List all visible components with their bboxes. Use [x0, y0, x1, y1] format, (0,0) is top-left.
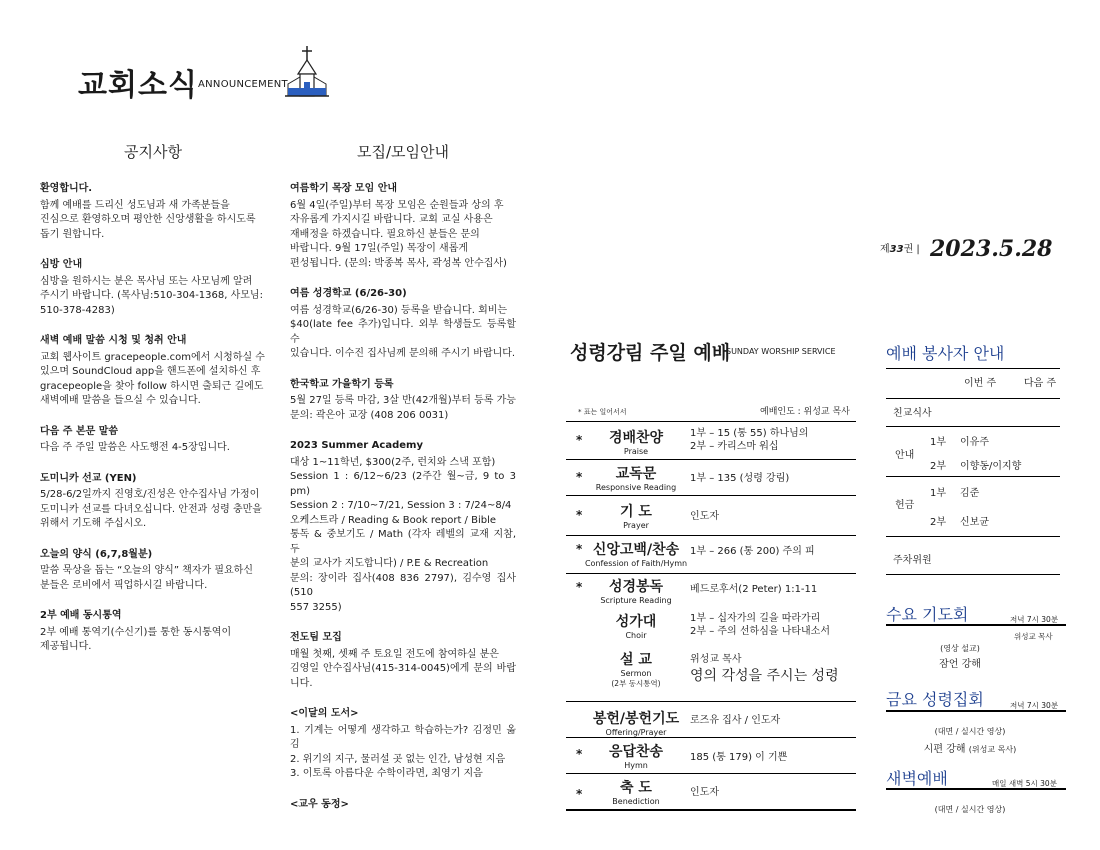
notice-title: 오늘의 양식 (6,7,8월분)	[40, 548, 153, 560]
notice-line: 새벽예배 말씀을 들으실 수 있습니다.	[40, 395, 201, 406]
order-detail: 로즈유 집사 / 인도자	[690, 715, 781, 726]
order-name-en: Benediction	[612, 797, 660, 806]
recruit-summer-academy	[290, 439, 516, 615]
recruit-line: 6월 4일(주일)부터 목장 모임은 순원들과 상의 후	[290, 199, 504, 211]
page-title: 교회소식	[78, 68, 198, 103]
usher-name: 이유주	[960, 437, 989, 448]
order-name: 교독문	[615, 466, 657, 482]
worship-row	[566, 573, 856, 610]
recruit-title: 2023 Summer Academy	[290, 440, 423, 451]
order-detail: 2부 – 카리스마 워십	[690, 441, 779, 452]
dawn-rule	[886, 788, 1066, 790]
recruit-title: 한국학교 가을학기 등록	[290, 378, 394, 390]
notice-title: 다음 주 본문 말씀	[40, 425, 119, 437]
recruit-line: 1. 기계는 어떻게 생각하고 학습하는가? 김정민 옮김	[290, 724, 516, 750]
order-name-en: Sermon	[620, 669, 652, 678]
dawn-mode: (대면 / 실시간 영상)	[934, 805, 1006, 814]
servants-rule	[886, 368, 1060, 369]
standing-note: * 표는 일어서서	[578, 408, 627, 416]
offering-name: 신보균	[960, 517, 989, 528]
notice-line: 말씀 묵상을 돕는 “오늘의 양식” 책자가 필요하신	[40, 565, 253, 576]
order-name-en: Prayer	[623, 521, 649, 530]
recruit-line: 자유롭게 가지시길 바랍니다. 교회 교실 사용은	[290, 214, 493, 225]
wednesday-mode: (영상 설교)	[940, 644, 980, 653]
notice-title: 도미니카 선교 (YEN)	[40, 472, 137, 484]
recruit-line: 매월 첫째, 셋째 주 토요일 전도에 참여하실 분은	[290, 648, 499, 660]
recruit-books	[290, 707, 516, 782]
order-detail: 185 (통 179) 이 기쁜	[690, 752, 788, 763]
worship-row	[566, 421, 856, 460]
recruit-line: 문의: 곽은아 교장 (408 206 0031)	[290, 409, 449, 421]
wednesday-text: 잠언 강해	[939, 659, 981, 670]
recruit-line: 바랍니다. 9월 17일(주일) 목장이 새롭게	[290, 243, 469, 254]
worship-row	[566, 609, 856, 647]
wednesday-time: 저녁 7시 30분	[1010, 615, 1059, 624]
order-name-en: Hymn	[624, 761, 648, 770]
recruit-vbs	[290, 287, 516, 362]
next-week-header: 다음 주	[1024, 378, 1057, 389]
standing-marker: *	[576, 747, 583, 761]
order-name-en: Offering/Prayer	[605, 728, 667, 737]
church-icon	[284, 44, 330, 98]
notice-line: 심방을 원하시는 분은 목사님 또는 사모님께 알려	[40, 275, 253, 287]
offering-label: 헌금	[895, 500, 915, 511]
order-detail: 1부 – 266 (통 200) 주의 피	[690, 546, 815, 557]
friday-text-line	[900, 740, 1040, 755]
notices-column	[40, 182, 266, 671]
recruit-line: 통독 & 중보기도 / Math (각자 레벨의 교재 지참, 두	[290, 529, 516, 555]
issue-volume: 33	[889, 244, 904, 255]
standing-marker: *	[576, 433, 583, 447]
order-detail: 베드로후서(2 Peter) 1:1-11	[690, 584, 818, 595]
recruit-line: 있습니다. 이수진 집사님께 문의해 주시기 바랍니다.	[290, 348, 516, 359]
worship-row	[566, 737, 856, 774]
notice-dawn-sermon	[40, 334, 266, 409]
sermon-title: 영의 각성을 주시는 성령	[690, 668, 839, 684]
notice-title: 심방 안내	[40, 259, 83, 270]
order-name: 성가대	[615, 614, 657, 630]
notice-visitation	[40, 258, 266, 318]
worship-leader: 예배인도 : 위성교 목사	[760, 407, 850, 417]
notice-line: 도미니카 선교를 다녀오십니다. 안전과 성령 충만을	[40, 503, 262, 515]
recruit-korean-school	[290, 378, 516, 424]
order-detail: 인도자	[690, 787, 719, 798]
order-detail: 1부 – 십자가의 길을 따라가리	[690, 613, 821, 624]
order-name: 응답찬송	[608, 744, 664, 760]
issue-prefix: 제	[880, 244, 890, 255]
worship-row	[566, 701, 856, 738]
recruit-line: 편성됩니다. (문의: 박종복 목사, 곽성복 안수집사)	[290, 257, 507, 269]
worship-bottom-rule	[566, 809, 856, 812]
parking-label: 주차위원	[893, 555, 932, 566]
friday-leader: (위성교 목사)	[968, 745, 1017, 754]
order-name: 봉헌/봉헌기도	[592, 711, 680, 727]
friday-title: 금요 성령집회	[886, 690, 984, 709]
col1-heading: 공지사항	[124, 143, 182, 161]
recruit-title: 여름 성경학교 (6/26-30)	[290, 288, 407, 299]
servants-rule	[886, 574, 1060, 575]
worship-row	[566, 773, 856, 810]
servants-rule	[886, 536, 1060, 537]
usher-label: 안내	[895, 450, 915, 461]
order-name: 설 교	[620, 652, 652, 668]
dawn-time: 매일 새벽 5시 30분	[992, 779, 1057, 788]
order-name-en: Confession of Faith/Hymn	[584, 559, 688, 568]
order-name: 성경봉독	[608, 579, 664, 595]
recruit-line: 2. 위기의 지구, 물러설 곳 없는 인간, 남성현 지음	[290, 753, 506, 765]
recruit-line: 분의 교사가 지도합니다) / P.E & Recreation	[290, 558, 489, 569]
issue-number	[880, 240, 920, 255]
order-name-en: Scripture Reading	[600, 596, 672, 605]
notice-line: 진심으로 환영하오며 평안한 신앙생활을 하시도록	[40, 214, 256, 225]
usher-name: 이향동/이지향	[960, 461, 1022, 472]
notice-welcome	[40, 182, 266, 242]
order-name-en: Praise	[623, 447, 649, 456]
wednesday-leader: 위성교 목사	[1014, 632, 1053, 641]
friday-time: 저녁 7시 30분	[1010, 701, 1059, 710]
recruit-line: 5월 27일 등록 마감, 3살 반(42개월)부터 등록 가능	[290, 395, 516, 406]
order-detail: 2부 – 주의 선하심을 나타내소서	[690, 626, 830, 637]
notice-line: 교회 웹사이트 gracepeople.com에서 시청하실 수	[40, 351, 265, 363]
standing-marker: *	[576, 508, 583, 522]
worship-row	[566, 495, 856, 536]
recruit-line: 557 3255)	[290, 601, 342, 613]
dawn-title: 새벽예배	[886, 769, 948, 788]
recruit-evangelism	[290, 631, 516, 691]
order-name: 기 도	[620, 504, 652, 520]
notice-title: 환영합니다.	[40, 183, 93, 194]
recruit-line: 문의: 장이라 집사(408 836 2797), 김수영 집사(510	[290, 572, 516, 598]
col2-heading: 모집/모임안내	[357, 143, 449, 161]
order-detail: 1부 – 135 (성령 강림)	[690, 473, 790, 484]
offering-name: 김준	[960, 488, 980, 499]
notice-line: 5/28-6/2일까지 진영호/진성은 안수집사님 가정이	[40, 489, 260, 500]
recruit-cell-group	[290, 182, 516, 271]
notice-title: 2부 예배 동시통역	[40, 610, 122, 621]
recruit-line: 재배정을 하겠습니다. 필요하신 분들은 문의	[290, 228, 480, 240]
recruit-line: 여름 성경학교(6/26-30) 등록을 받습니다. 회비는	[290, 304, 508, 316]
servants-title: 예배 봉사자 안내	[886, 344, 1005, 363]
order-detail: 위성교 목사	[690, 654, 742, 665]
worship-row	[566, 535, 856, 574]
recruit-line: 김영일 안수집사님(415-314-0045)에게 문의 바랍니다.	[290, 663, 516, 689]
notice-next-text	[40, 425, 266, 456]
page-subtitle: ANNOUNCEMENT	[198, 79, 288, 90]
recruit-member-news	[290, 798, 516, 813]
recruit-title: 여름학기 목장 모임 안내	[290, 183, 398, 194]
worship-row	[566, 459, 856, 496]
notice-interpretation	[40, 609, 266, 655]
recruit-column	[290, 182, 516, 828]
issue-date: 2023.5.28	[930, 236, 1053, 262]
usher-part: 1부	[930, 437, 947, 448]
recruit-line: 대상 1~11학년, $300(2주, 런치와 스낵 포함)	[290, 456, 496, 468]
recruit-line: $40(late fee 추가)입니다. 외부 학생들도 등록할 수	[290, 319, 516, 345]
wednesday-title: 수요 기도회	[886, 605, 969, 624]
order-name-en: Responsive Reading	[595, 483, 677, 492]
notice-line: 주시기 바랍니다. (목사님:510-304-1368, 사모님:	[40, 290, 263, 301]
recruit-line: Session 2 : 7/10~7/21, Session 3 : 7/24~8/4	[290, 500, 512, 511]
offering-part: 1부	[930, 488, 947, 499]
notice-line: 함께 예배를 드리신 성도님과 새 가족분들을	[40, 199, 230, 211]
notice-line: 위해서 기도해 주십시오.	[40, 518, 147, 529]
notice-line: 다음 주 주일 말씀은 사도행전 4-5장입니다.	[40, 442, 230, 453]
friday-text: 시편 강해	[923, 744, 966, 755]
order-detail: 1부 – 15 (통 55) 하나님의	[690, 428, 809, 439]
servants-rule	[886, 398, 1060, 399]
standing-marker: *	[576, 470, 583, 484]
fellowship-label: 친교식사	[893, 408, 932, 419]
worship-title: 성령강림 주일 예배	[570, 342, 731, 364]
order-detail: 인도자	[690, 511, 719, 522]
friday-mode: (대면 / 실시간 영상)	[934, 727, 1006, 736]
usher-part: 2부	[930, 461, 947, 472]
this-week-header: 이번 주	[964, 378, 997, 389]
recruit-title: <교우 동정>	[290, 798, 349, 810]
recruit-line: 3. 이토록 아름다운 수학이라면, 최영기 지음	[290, 768, 483, 779]
notice-line: 있으며 SoundCloud app을 핸드폰에 설치하신 후	[40, 366, 261, 377]
issue-suffix: 권 |	[903, 244, 920, 255]
order-name: 신앙고백/찬송	[592, 542, 680, 558]
order-note: (2부 동시통역)	[611, 679, 661, 688]
worship-subtitle: SUNDAY WORSHIP SERVICE	[726, 347, 836, 356]
friday-rule	[886, 710, 1066, 712]
servants-rule	[886, 426, 1060, 427]
recruit-title: <이달의 도서>	[290, 708, 359, 719]
recruit-title: 전도팀 모집	[290, 632, 342, 643]
order-name: 축 도	[620, 780, 652, 796]
standing-marker: *	[576, 787, 583, 801]
standing-marker: *	[576, 542, 583, 556]
offering-part: 2부	[930, 517, 947, 528]
notice-line: gracepeople을 찾아 follow 하시면 출퇴근 길에도	[40, 380, 264, 392]
worship-row	[566, 647, 856, 701]
recruit-line: 오케스트라 / Reading & Book report / Bible	[290, 514, 497, 526]
notice-line: 510-378-4283)	[40, 304, 115, 316]
order-name-en: Choir	[625, 631, 647, 640]
notice-daily-bread	[40, 548, 266, 594]
order-name: 경배찬양	[608, 430, 664, 446]
notice-line: 제공됩니다.	[40, 641, 92, 652]
notice-line: 분들은 로비에서 픽업하시길 바랍니다.	[40, 579, 208, 591]
wednesday-rule	[886, 624, 1066, 626]
servants-rule	[886, 476, 1060, 477]
recruit-line: Session 1 : 6/12~6/23 (2주간 월~금, 9 to 3 pm)	[290, 471, 516, 497]
notice-mission	[40, 472, 266, 532]
notice-line: 2부 예배 통역기(수신기)를 통한 동시통역이	[40, 626, 232, 638]
notice-title: 새벽 예배 말씀 시청 및 청취 안내	[40, 335, 187, 346]
notice-line: 돕기 원합니다.	[40, 228, 105, 240]
standing-marker: *	[576, 580, 583, 594]
